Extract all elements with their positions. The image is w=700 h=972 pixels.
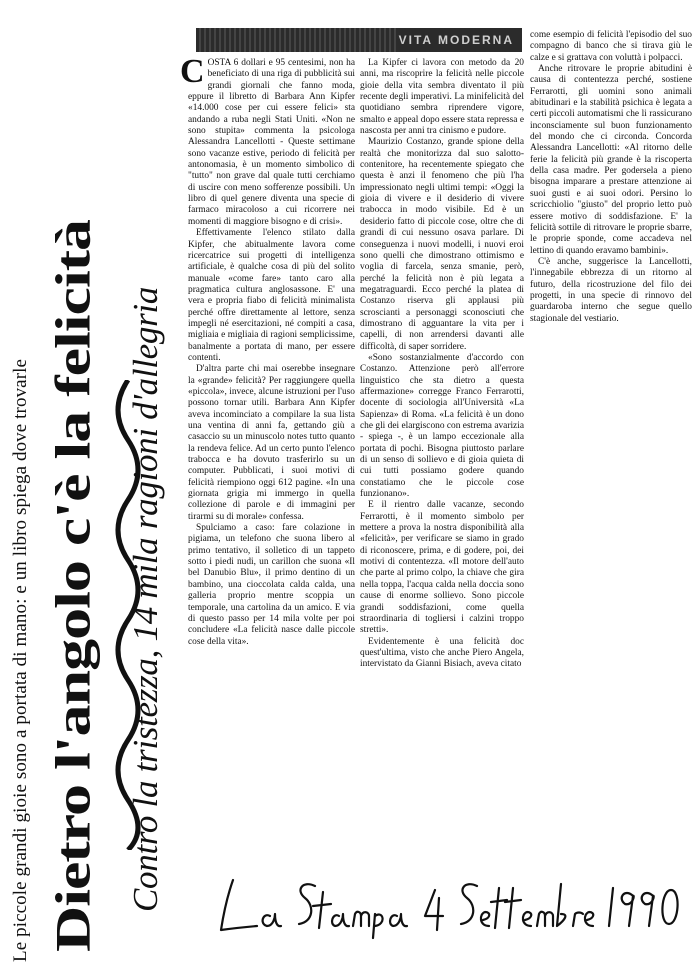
paragraph: D'altra parte chi mai oserebbe insegnare la «grande» felicità? Per raggiungere quella «piccola», invece, alcune istruzioni per l'uso possono tornar utili. Barbara Ann Kipfer aveva incominciato a compilare la sua lista una ventina di anni fa, gettando giù a casaccio su un minuscolo notes tutto quanto la rendeva felice. Ad un certo punto l'elenco trabocca e ha dovuto trasferirlo su un computer. Pubblicati, i suoi motivi di felicità riempiono oggi 612 pagine. «In una giornata grigia mi immergo in quella collezione di parole e di immagini per tirarmi su di morale» confessa. bbox=[188, 364, 355, 522]
banner-texture bbox=[196, 28, 396, 52]
article-title: Dietro l'angolo c'è la felicità bbox=[44, 219, 101, 952]
paragraph: Spulciamo a caso: fare colazione in pigiama, un telefono che suona libero al primo tentativo, il solletico di un tappeto sotto i piedi nudi, un carillon che suona «Il bel Danubio Blu», il primo dentino di un bambino, una cioccolata calda calda, una galleria proprio mentre scoppia un temporale, una cartolina da un amico. E via di questo passo per 14 mila volte per poi concludere «La felicità nasce dalle piccole cose della vita». bbox=[188, 523, 355, 647]
wavy-ornament bbox=[108, 380, 148, 850]
paragraph: E il rientro dalle vacanze, secondo Ferrarotti, è il momento simbolo per mettere a prova la nostra disponibilità alla «felicità», per verificare se siamo in grado di riconoscere, prima, e di godere, poi, dei motivi di contentezza. «Il motore dell'auto che parte al primo colpo, la chiave che gira nella toppa, l'acqua calda nella doccia sono cause di enorme sollievo. Sono piccole grandi soddisfazioni, come quella straordinaria di togliersi i calzini troppo stretti». bbox=[360, 500, 524, 636]
headline-block bbox=[0, 0, 180, 972]
paragraph: come esempio di felicità l'episodio del suo compagno di banco che si tirava giù le calze e si grattava con voluttà i polpacci. bbox=[530, 30, 692, 63]
article-column-3 bbox=[530, 30, 692, 325]
paragraph: La Kipfer ci lavora con metodo da 20 anni, ma riscoprire la felicità nelle piccole gioie della vita sembra diventato il più recente degli imperativi. La minifelicità del quotidiano sembra riprendere vigore, smalto e appeal dopo essere stata repressa e nascosta per anni tra cinismo e pudore. bbox=[360, 58, 524, 137]
section-banner bbox=[196, 28, 522, 52]
article-column-2 bbox=[360, 58, 524, 671]
paragraph: Maurizio Costanzo, grande spione della realtà che monitorizza dal suo salotto-contenitore, ha recentemente spiegato che questa è anzi il fenomeno che più l'ha impressionato negli ultimi tempi: «Oggi la gioia di vivere e il desiderio di vivere trabocca in modo visibile. Ed è un desiderio fatto di piccole cose, oltre che di grandi di cui nessuno osava parlare. Di conseguenza i nuovi modelli, i nuovi eroi sono quelli che dimostrano ottimismo e voglia di farcela, senza smanie, però, perché la felicità non è più legata a megatraguardi. Ecco perché la platea di Costanzo riserva gli applausi più scroscianti a personaggi sconosciuti che dimostrano di agguantare la vita per i capelli, di non arrendersi davanti alle difficoltà, di saper sorridere. bbox=[360, 137, 524, 352]
paragraph: OSTA 6 dollari e 95 centesimi, non ha beneficiato di una riga di pubblicità sui grandi giornali che fanno moda, eppure il libretto di Barbara Ann Kipfer «14.000 cose per cui essere felici» sta andando a ruba negli Stati Uniti. «Non ne sono stupita» commenta la psicologa Alessandra Lancellotti - Queste settimane sono vacanze estive, periodo di felicità per antonomasia, è un momento simbolico di "tutto" non grave dal quale tutti cerchiamo di uscire con meno sofferenze possibili. Un libro di quel genere diventa una specie di farmaco miracoloso a cui ricorrere nei momenti di maggiore bisogno e di crisi». bbox=[188, 58, 355, 227]
paragraph: «Sono sostanzialmente d'accordo con Costanzo. Attenzione però all'errore linguistico che sta dietro a questa affermazione» corregge Franco Ferrarotti, docente di sociologia all'Università «La Sapienza» di Roma. «La felicità è un dono che gli dei elargiscono con estrema avarizia - spiega -, è un lampo eccezionale alla portata di pochi. Bisogna piuttosto parlare di un senso di sollievo e di gioia quieta di cui tutti possiamo godere quando constatiamo che le piccole cose funzionano». bbox=[360, 352, 524, 500]
paragraph: C'è anche, suggerisce la Lancellotti, l'innegabile ebbrezza di un ritorno al futuro, della ricostruzione del filo dei progetti, in una specie di rinnovo del guardaroba interno che segue quello stagionale del vestiario. bbox=[530, 256, 692, 324]
article-subtitle: Contro la tristezza, 14 mila ragioni d'allegria bbox=[126, 286, 165, 912]
section-banner-label: VITA MODERNA bbox=[398, 33, 514, 47]
paragraph: Evidentemente è una felicità doc quest'ultima, visto che anche Piero Angela, intervistato da Gianni Bisiach, aveva citato bbox=[360, 636, 524, 670]
article-column-1 bbox=[180, 53, 355, 648]
article-kicker: Le piccole grandi gioie sono a portata di mano: e un libro spiega dove trovarle bbox=[10, 358, 31, 962]
drop-cap: C bbox=[180, 53, 205, 90]
paragraph: Anche ritrovare le proprie abitudini è causa di contentezza perché, sostiene Ferrarotti, gli uomini sono animali abitudinari e la stabilità psichica è legata a certi piccoli automatismi che li rassicurano inconsciamente sul buon funzionamento del mondo che ci circonda. Concorda Alessandra Lancellotti: «Al ritorno delle ferie la felicità più grande è la riscoperta della casa madre. Per godersela a pieno bisogna imparare a prestare attenzione ai suoi gusti e ai suoi odori. Persino lo scricchiolio "giusto" del proprio letto può essere motivo di soddisfazione. E' la felicità sottile di ritrovare le proprie sbarre, le proprie sponde, come accadeva nel lettino di quando eravamo bambini». bbox=[530, 64, 692, 256]
paragraph: Effettivamente l'elenco stilato dalla Kipfer, che abitualmente lavora come ricercatrice sui progetti di intelligenza artificiale, è qualche cosa di più del solito manuale «come fare» tanto caro alla pragmatica cultura anglosassone. E' una vera e propria fiabo di felicità minimalista perché offre direttamente al lettore, senza impegli né esercitazioni, né compiti a casa, migliaia e migliaia di ragioni semplicissime, banalmente a portata di mano, per essere contenti. bbox=[188, 228, 355, 363]
